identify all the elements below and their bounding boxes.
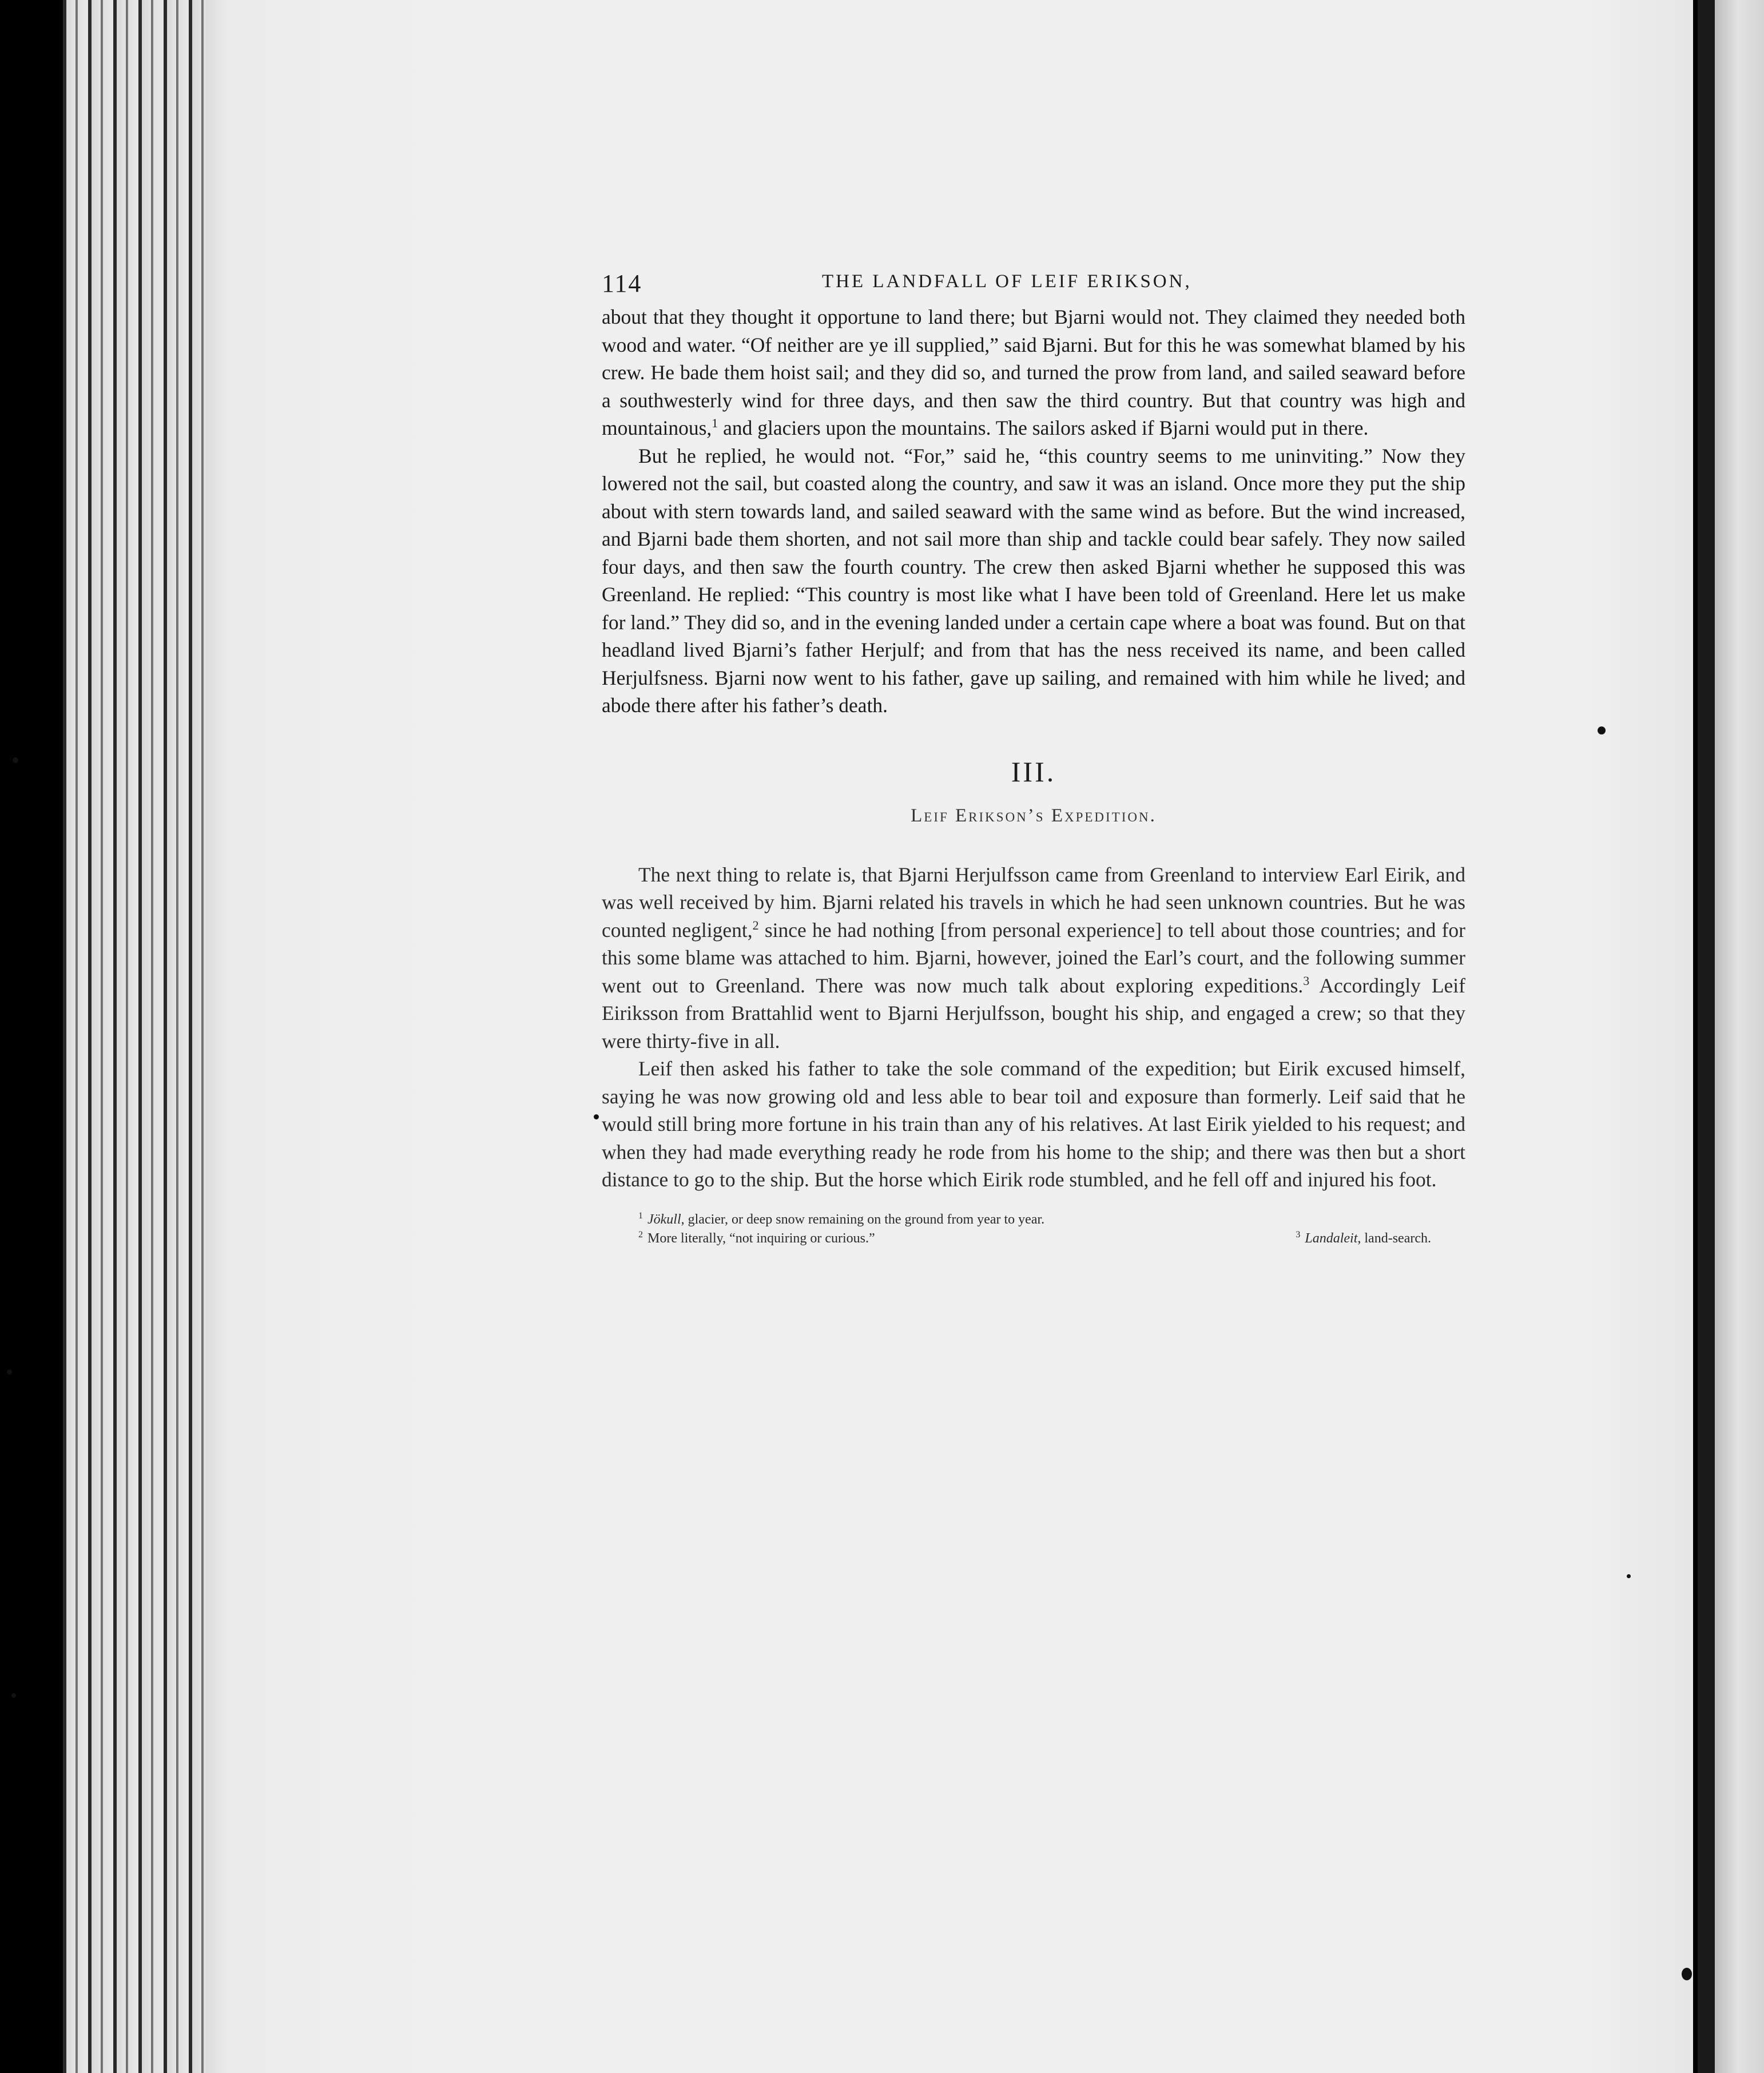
footnote-row-2 [602,1225,1465,1244]
footnote-ref-3: 3 [1303,973,1310,988]
paragraph-1 [602,303,1465,442]
paragraph-2: But he replied, he would not. “For,” said he, “this country seems to me uninviting.” Now they lowered not the sail, but coasted along the country, and saw it was an island. Once more they put the ship about with stern towards land, and sailed seaward with the same wind as before. But the wind increased, and Bjarni bade them shorten, and not sail more than ship and tackle could bear safely. They now sailed four days, and then saw the fourth country. The crew then asked Bjarni whether he supposed this was Greenland. He replied: “This country is most like what I have been told of Greenland. Here let us make for land.” They did so, and in the evening landed under a certain cape where a boat was found. But on that headland lived Bjarni’s father Herjulf; and from that has the ness received its name, and been called Herjulfsness. Bjarni now went to his father, gave up sailing, and remained with him while he lived; and abode there after his father’s death. [602,444,1465,717]
footnote-ref-1: 1 [712,416,718,431]
running-title: THE LANDFALL OF LEIF ERIKSON, [822,271,1192,292]
running-head [602,269,1465,303]
section-number: III. [1011,755,1056,788]
book-page-edges [63,0,217,2073]
section-paragraph-1-text-mid: since he had nothing [from personal experience] to tell about those countries; and for this some blame was attached to him. Bjarni, however, joined the Earl’s court, and the following summer went out to Greenland. There was now much talk about exploring expeditions. [602,918,1466,997]
footnote-3-mark: 3 [1296,1229,1301,1240]
section-paragraph-1-text-after: Accordingly Leif Eiriksson from Brattahlid went to Bjarni Herjulfsson, bought his ship, and engaged a crew; so that they were thirty-five in all. [602,974,1465,1053]
footnote-2-mark: 2 [638,1229,643,1240]
footnote-3-text: , land-search. [1357,1230,1431,1246]
footnote-3 [1296,1225,1431,1248]
footnote-3-term: Landaleit [1305,1230,1358,1246]
binding-gutter [1698,0,1715,2073]
footnotes [602,1206,1465,1244]
section-title: Leif Erikson’s Expedition. [911,805,1157,826]
paragraph-1-text-after: and glaciers upon the mountains. The sailors asked if Bjarni would put in there. [718,416,1369,439]
paragraph-1-text: about that they thought it opportune to land there; but Bjarni would not. They claimed they needed both wood and water. “Of neither are ye ill supplied,” said Bjarni. But for this he was somewhat blamed by his crew. He bade them hoist sail; and they did so, and turned the prow from land, and sailed seaward before a southwesterly wind for three days, and then saw the third country. But that country was high and mountainous, [602,305,1465,439]
footnote-1-mark: 1 [638,1210,643,1221]
footnote-row-1 [602,1206,1465,1225]
section-paragraph-2: Leif then asked his father to take the sole command of the expedition; but Eirik excused himself, saying he was now growing old and less able to bear toil and exposure than formerly. Leif said that he would still bring more fortune in his train than any of his relatives. At last Eirik yielded to his request; and when they had made everything ready he rode from his home to the ship; and there was then but a short distance to go to the ship. But the horse which Eirik rode stumbled, and he fell off and injured his foot. [602,1057,1465,1191]
footnote-1-text: , glacier, or deep snow remaining on the ground from year to year. [681,1212,1045,1227]
section-paragraph-1 [602,861,1465,1055]
page-number: 114 [602,269,642,297]
footnote-1-term: Jökull [647,1212,681,1227]
text-block [602,269,1465,1244]
footnote-ref-2: 2 [752,918,759,932]
footnote-2 [638,1225,875,1248]
section-paragraph-1-text: The next thing to relate is, that Bjarni Herjulfsson came from Greenland to interview Earl Eirik, and was well received by him. Bjarni related his travels in which he had seen unknown countries. But he was counted negligent, [602,863,1465,942]
facing-page-edge [1715,0,1764,2073]
footnote-2-text: More literally, “not inquiring or curious.” [647,1230,875,1246]
section-body [602,861,1465,1194]
